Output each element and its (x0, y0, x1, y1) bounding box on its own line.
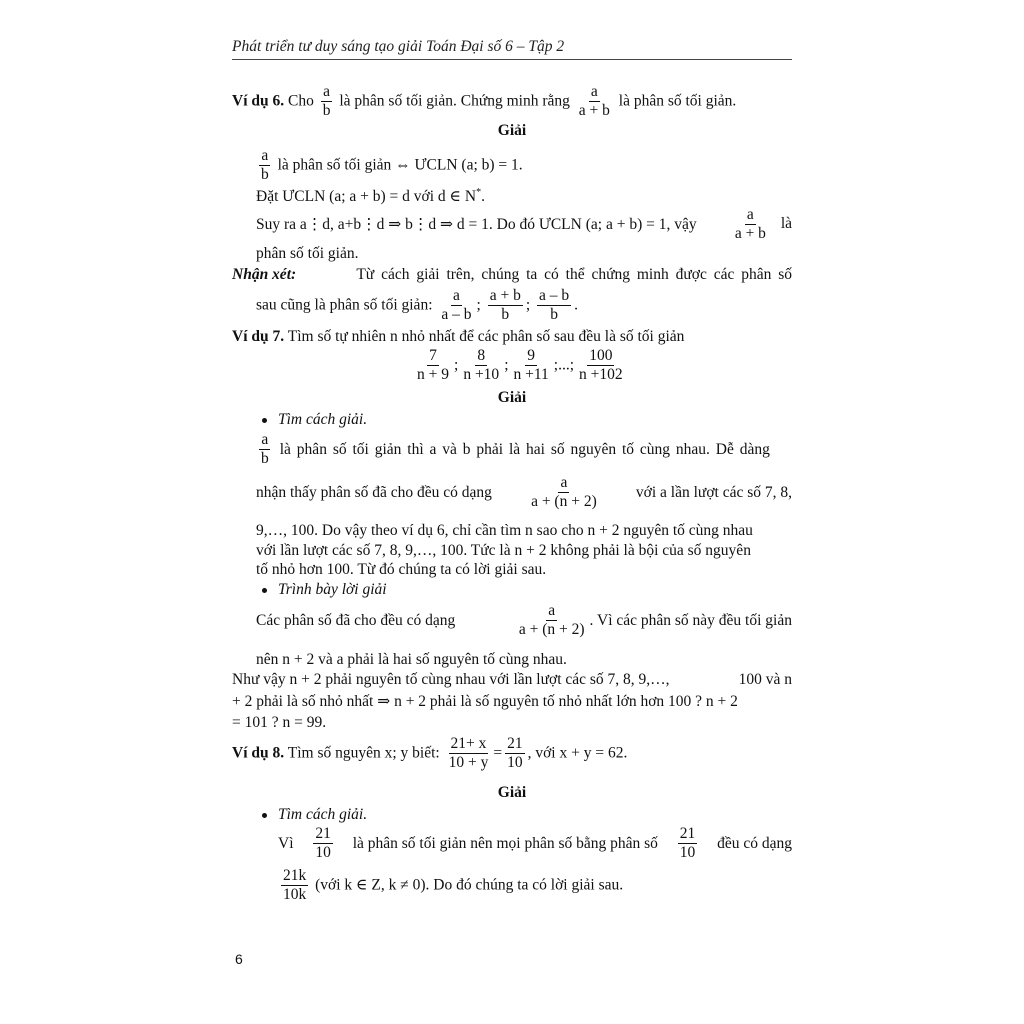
fraction: $\frac{a}{b}$ (261, 431, 269, 468)
solution-line: 9,…, 100. Do vậy theo ví dụ 6, chỉ cần tìm n sao cho n + 2 nguyên tố cùng nhau (256, 522, 753, 539)
fraction: $\frac{a}{b}$ (322, 83, 331, 120)
solution-line (256, 603, 792, 639)
solution-line: với lần lượt các số 7, 8, 9,…, 100. Tức là n + 2 không phải là bội của số nguyên (256, 542, 751, 559)
bullet-icon (262, 588, 267, 593)
fraction: $\frac{a}{a - b}$ (441, 287, 472, 324)
text: Vì (278, 834, 294, 852)
fraction: $\frac{21}{10}$ (315, 825, 331, 862)
solution-line: + 2 phải là số nhỏ nhất ⇒ n + 2 phải là số nguyên tố nhỏ nhất lớn hơn 100 ? n + 2 (232, 693, 738, 710)
subheading: Tìm cách giải. (278, 806, 368, 823)
text: Suy ra a⋮d, a+b⋮d ⇒ b⋮d ⇒ d = 1. Do đó ƯCLN (a; a + b) = 1, vậy (256, 215, 697, 233)
fraction: $\frac{a}{a + b}$ (734, 206, 766, 243)
superscript: * (476, 187, 482, 198)
subheading: Tìm cách giải. (278, 411, 368, 428)
fraction: $\frac{21}{10}$ (679, 825, 696, 862)
example-6-statement (232, 84, 736, 120)
example-6-label: Ví dụ 6. (232, 92, 285, 110)
text: là phân số tối giản ⇔ ƯCLN (a; b) = 1. (277, 156, 523, 174)
solution-line (256, 148, 523, 184)
fraction: $\frac{a}{b}$ (261, 147, 269, 184)
text: (với k ∈ Z, k ≠ 0). Do đó chúng ta có lời giải sau. (315, 876, 624, 894)
text: nhận thấy phân số đã cho đều có dạng (256, 483, 492, 501)
solution-line: Đặt ƯCLN (a; a + b) = d với d ∈ N*. (256, 187, 485, 206)
fraction: $\frac{21+ x}{10 + y}$ (448, 735, 489, 772)
fraction: $\frac{a - b}{b}$ (539, 287, 570, 324)
text: sau cũng là phân số tối giản: (256, 296, 433, 314)
subheading: Trình bày lời giải (278, 581, 387, 598)
text: với a lần lượt các số 7, 8, (635, 483, 792, 501)
fraction: $\frac{21k}{10k}$ (283, 867, 307, 904)
example-7-label: Ví dụ 7. (232, 328, 285, 345)
text: đều có dạng (717, 834, 792, 852)
text: là phân số tối giản nên mọi phân số bằng phân số (352, 834, 658, 852)
remark-label: Nhận xét: (232, 266, 297, 283)
solution-line (232, 671, 792, 689)
fraction: $\frac{a + b}{b}$ (489, 287, 521, 324)
text: Như vậy n + 2 phải nguyên tố cùng nhau với lần lượt các số 7, 8, 9,…, (232, 671, 670, 688)
text: Tìm số tự nhiên n nhỏ nhất để các phân số sau đều là số tối giản (287, 328, 685, 345)
text: , với x + y = 62. (527, 744, 628, 762)
solution-line: tố nhỏ hơn 100. Từ đó chúng ta có lời giải sau. (256, 561, 547, 578)
fraction: $\frac{a}{a + (n + 2)}$ (531, 474, 597, 511)
bullet-icon (262, 813, 267, 818)
example-8-label: Ví dụ 8. (232, 744, 285, 762)
fraction: $\frac{100}{n +102}$ (579, 347, 623, 384)
fraction: $\frac{7}{n + 9}$ (417, 347, 449, 384)
text: Tìm số nguyên x; y biết: (287, 744, 440, 762)
remark-line (232, 266, 792, 284)
text: là phân số tối giản. Chứng minh rằng (339, 92, 570, 110)
text: Đặt ƯCLN (a; a + b) = d với d ∈ N (256, 188, 477, 206)
bullet-icon (262, 418, 267, 423)
text: là (780, 215, 792, 233)
example-8-statement: Ví dụ 8. Tìm số nguyên x; y biết: $\frac{21+ x}{10 + y}$ = $\frac{21}{10}$ , với x + y = 62. (232, 735, 628, 772)
header-rule (232, 59, 792, 60)
solution-line (256, 432, 792, 468)
text: 100 và n (738, 671, 792, 688)
solution-heading: Giải (497, 122, 527, 139)
text: Các phân số đã cho đều có dạng (256, 611, 456, 629)
solution-line: nên n + 2 và a phải là hai số nguyên tố cùng nhau. (256, 651, 567, 668)
fraction: $\frac{8}{n +10}$ (463, 347, 500, 384)
solution-heading: Giải (497, 784, 527, 801)
text: là phân số tối giản. (618, 92, 737, 110)
solution-line (256, 207, 792, 243)
example-7-statement (232, 328, 684, 346)
running-header: Phát triển tư duy sáng tạo giải Toán Đại số 6 – Tập 2 (232, 38, 565, 55)
remark-line: sau cũng là phân số tối giản: $\frac{a}{a - b}$ ; $\frac{a + b}{b}$ ; $\frac{a - b}{b}$ . (256, 287, 579, 324)
text: . Vì các phân số này đều tối giản (589, 611, 792, 629)
fraction-sequence: $\frac{7}{n + 9}$ ; $\frac{8}{n +10}$ ; $\frac{9}{n +11}$ ;...; $\frac{100}{n +102}$ (417, 347, 623, 384)
text: Cho (288, 92, 314, 110)
text: Từ cách giải trên, chúng ta có thể chứng minh được các phân số (356, 266, 792, 283)
page-number: 6 (235, 951, 243, 967)
fraction: $\frac{9}{n +11}$ (513, 347, 549, 384)
solution-line: phân số tối giản. (256, 245, 359, 262)
solution-heading: Giải (497, 389, 527, 406)
fraction: $\frac{21}{10}$ (507, 735, 523, 772)
solution-line (256, 475, 792, 511)
solution-line (278, 868, 623, 904)
solution-line: = 101 ? n = 99. (232, 714, 327, 731)
text: là phân số tối giản thì a và b phải là hai số nguyên tố cùng nhau. Dễ dàng (279, 440, 770, 458)
fraction: $\frac{a}{a + b}$ (578, 83, 610, 120)
solution-line (278, 826, 792, 862)
fraction: $\frac{a}{a + (n + 2)}$ (518, 602, 585, 639)
